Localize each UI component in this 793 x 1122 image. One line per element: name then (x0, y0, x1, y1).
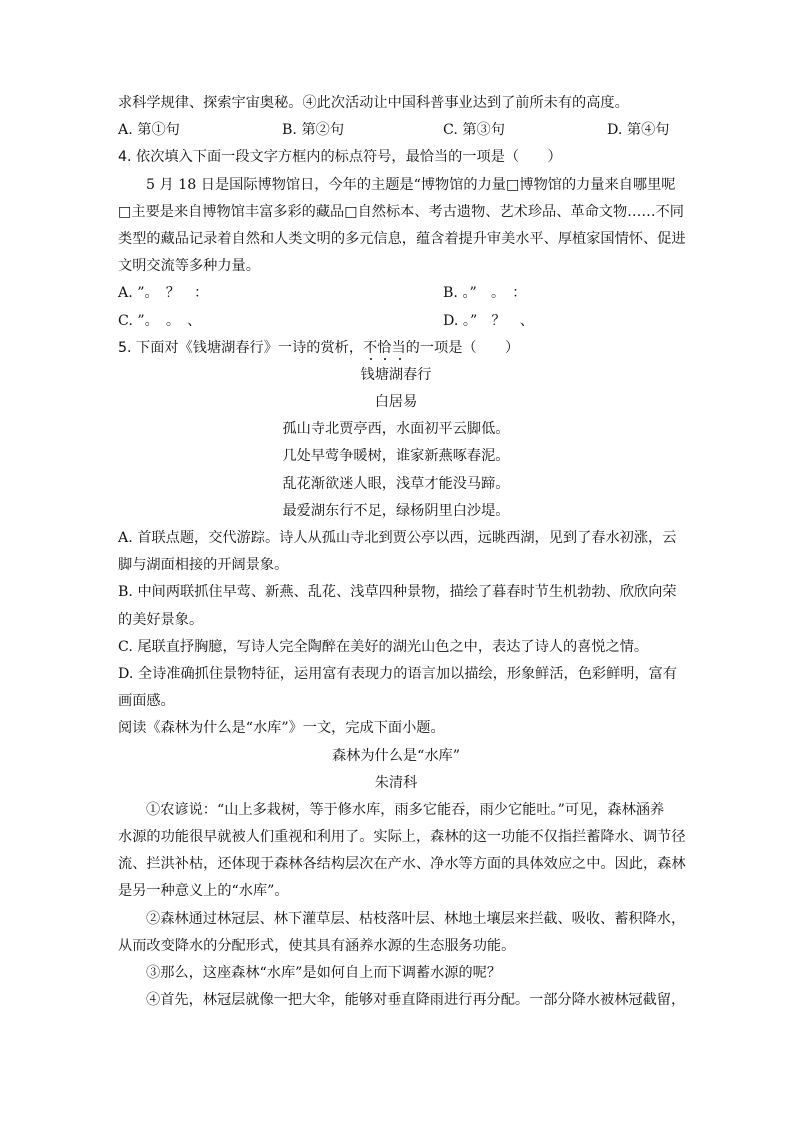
q3-tail-text: 求科学规律、探索宇宙奥秘。④此次活动让中国科普事业达到了前所未有的高度。 (118, 95, 629, 111)
q4-option-a: A. ”。 ？ ： (118, 285, 209, 302)
q3-option-b: B. 第②句 (282, 122, 345, 139)
q4-option-b: B. 。” 。 ： (443, 285, 527, 302)
poem-title: 钱塘湖春行 (360, 366, 432, 383)
q5-option-a-cont: 脚与湖面相接的开阔景象。 (118, 557, 289, 574)
page-content (118, 90, 686, 1014)
article-title: 森林为什么是“水库” (331, 747, 460, 764)
q4-options-row (118, 280, 674, 307)
q4-options-row (118, 308, 674, 335)
q5-stem-prefix: 5. 下面对《钱塘湖春行》一诗的赏析， (118, 339, 364, 356)
poem-line: 乱花渐欲迷人眼，浅草才能没马蹄。 (282, 475, 510, 492)
emphasis-char: 恰 (377, 339, 392, 356)
emphasis-char: 不 (363, 339, 378, 356)
q4-passage-line: □主要是来自博物馆丰富多彩的藏品□自然标本、考古遗物、艺术珍品、革命文物……不同 (118, 203, 684, 220)
article-author: 朱清科 (374, 774, 418, 791)
q5-option-a: A. 首联点题，交代游踪。诗人从孤山寺北到贾公亭以西，远眺西湖，见到了春水初涨，云 (118, 530, 677, 546)
paragraph-line: ②森林通过林冠层、林下灌草层、枯枝落叶层、林地土壤层来拦截、吸收、蓄积降水， (146, 910, 686, 927)
q5-option-b-cont: 的美好景象。 (118, 611, 204, 628)
paragraph-line: ④首先，林冠层就像一把大伞，能够对垂直降雨进行再分配。一部分降水被林冠截留， (146, 992, 686, 1009)
q4-passage-line: 5 月 18 日是国际博物馆日，今年的主题是“博物馆的力量□博物馆的力量来自哪里呢 (146, 176, 676, 193)
q3-option-a: A. 第①句 (118, 122, 180, 139)
q4-option-c: C. ”。 。 、 (118, 312, 202, 329)
paragraph-line: 从而改变降水的分配形式，使其具有涵养水源的生态服务功能。 (118, 937, 516, 954)
q5-option-d: D. 全诗准确抓住景物特征，运用富有表现力的语言加以描绘，形象鲜活，色彩鲜明，富有 (118, 665, 678, 682)
reading-intro: 阅读《森林为什么是“水库”》一文，完成下面小题。 (118, 720, 445, 737)
q4-stem: 4. 依次填入下面一段文字方框内的标点符号，最恰当的一项是（ ） (118, 149, 562, 166)
paragraph-line: 水源的功能很早就被人们重视和利用了。实际上，森林的这一功能不仅指拦蓄降水、调节径 (118, 829, 686, 846)
q3-option-c: C. 第③句 (443, 122, 505, 139)
q5-option-d-cont: 画面感。 (118, 693, 175, 710)
paragraph-line: ①农谚说：“山上多栽树，等于修水库，雨多它能吞，雨少它能吐。”可见，森林涵养 (146, 801, 665, 818)
q4-option-d: D. 。” ？ 、 (443, 312, 534, 329)
q3-options (118, 117, 674, 144)
paragraph-line: 是另一种意义上的“水库”。 (118, 883, 289, 900)
poem-author: 白居易 (374, 394, 418, 411)
q3-option-d: D. 第④句 (607, 122, 670, 139)
q5-stem (118, 335, 674, 362)
emphasis-char: 当 (391, 339, 406, 356)
q5-option-c: C. 尾联直抒胸臆，写诗人完全陶醉在美好的湖光山色之中，表达了诗人的喜悦之情。 (118, 638, 649, 655)
q4-passage-line: 类型的藏品记录着自然和人类文明的多元信息，蕴含着提升审美水平、厚植家国情怀、促进 (118, 230, 686, 247)
q4-passage-line: 文明交流等多种力量。 (118, 258, 260, 275)
poem-line: 孤山寺北贾亭西，水面初平云脚低。 (282, 421, 510, 438)
poem-line: 几处早莺争暖树，谁家新燕啄春泥。 (282, 448, 510, 465)
q5-stem-suffix: 的一项是（ ） (405, 339, 520, 356)
paragraph-line: 流、拦洪补枯，还体现于森林各结构层次在产水、净水等方面的具体效应之中。因此，森林 (118, 856, 686, 873)
poem-line: 最爱湖东行不足，绿杨阴里白沙堤。 (282, 502, 510, 519)
q5-option-b: B. 中间两联抓住早莺、新燕、乱花、浅草四种景物，描绘了暮春时节生机勃勃、欣欣向荣 (118, 584, 677, 601)
paragraph-line: ③那么，这座森林“水库”是如何自上而下调蓄水源的呢？ (146, 965, 502, 981)
